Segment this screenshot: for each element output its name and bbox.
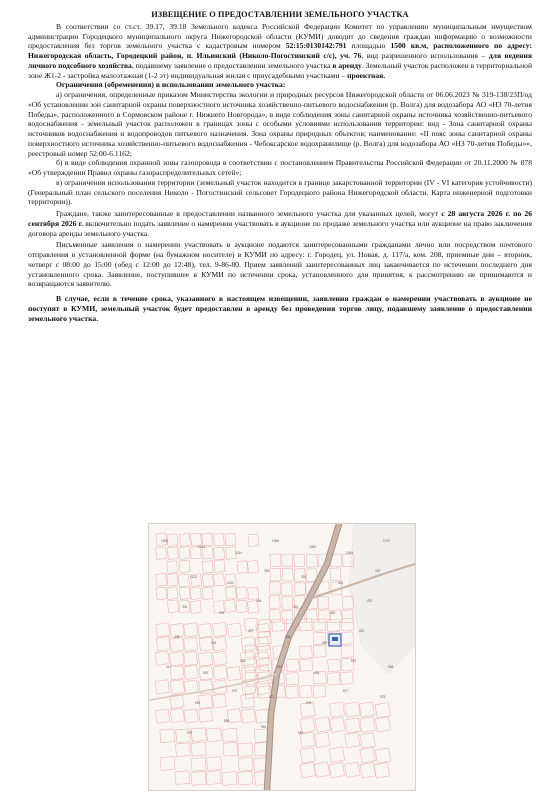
map-parcel-number: 1001 [198,545,206,549]
intro-paragraph: В соответствии со ст.ст. 39.17, 39.18 Земельного кодекса Российской Федерации Комитет по управлению муниципальным имуществом администрации Городецкого муниципального округа Нижегородской области (КУМИ) доводит до сведения граждан информацию о возможности предоставления без торгов земельного участка с кадастровым номером 52:15:0130142:791 площадью 1500 кв.м, расположенного по адресу: Нижегородская область, Городецкий район, п. Ильинский (Николо-Погостинский с/с), уч. 76, вид разрешенного использования – для ведения личного подсобного хозяйства, подавшему заявление о предоставлении земельного участка в аренду. Земельный участок расположен в территориальной зоне Ж1-2 - застройка малоэтажная (1-2 эт) индивидуальная жилая с приусадебными участками – проектная. [28,21,533,80]
map-parcel-number: 1060 [309,545,317,549]
map-parcel-number: 1056 [272,539,280,543]
map-parcel-number: 1064 [346,551,354,555]
map-parcel-number: 409 [322,641,328,645]
map-parcel-number: 572 [269,695,275,699]
cadastral-map [148,523,416,791]
map-parcel-number: 305 [219,611,225,615]
map-parcel-number: 306 [256,599,262,603]
map-parcel-number: 552 [240,659,246,663]
map-parcel-number: 579 [187,731,193,735]
map-parcel-number: 567 [351,659,357,663]
map-parcel-number: 576 [306,701,312,705]
map-parcel-number: 402 [330,611,336,615]
map-parcel-number: 303 [375,569,381,573]
lease-type: в аренду [332,60,362,70]
zone-status: проектная. [347,70,386,80]
map-parcel-number: 582 [298,731,304,735]
restrictions-heading: Ограничения (обременения) в использовании земельного участка: [56,80,286,90]
permitted-use: для ведения личного подсобного хозяйства [28,51,532,70]
map-parcel-number: 1152 [227,581,234,585]
map-parcel-number: 417 [166,665,172,669]
restriction-b: б) в виде соблюдения охранной зоны газопровода в соответствии с постановлением Правительства Российской Федерации от 20.11.2000 № 878 «Об утверждении Правил охраны газораспределительных сетей»; [28,158,532,177]
map-parcel-number: 408 [285,635,291,639]
map-parcel-number: 553 [277,665,283,669]
map-parcel-number: 577 [343,689,349,693]
map-parcel-number: 551 [203,671,209,675]
restriction-a: а) ограничения, определенные приказом Министерства экологии и природных ресурсов Нижегородской области от 06.06.2023 № 319-138/23П/од «Об установлении зон санитарной охраны поверхностного источника хозяйственно-питьевого водоснабжения (р. Волга) для водозабора АО «НЗ 70-летия Победы», расположенного в Сормовском районе г. Нижнего Новгорода», в виде соблюдения зоны санитарной охраны источника хозяйственно-питьевого водоснабжения - земельный участок расположен в границах зоны с особыми условиями использования территории: вид - Зона санитарной охраны источников водоснабжения и водопроводов питьевого назначения. Зона охраны природных объектов; наименование: «II пояс зоны санитарной охраны поверхностного источника хозяйственно-питьевого водоснабжения - Чебоксарское водохранилище (р. Волга) для водозабора АО «НЗ 70-летия Победы»», реестровый номер 52:00-6.1162; [28,90,532,158]
map-parcel-number: 1014 [235,551,243,555]
cadastral-number: 52:15:0130142:791 [285,41,347,51]
final-notice-paragraph: В случае, если в течение срока, указанного в настоящем извещении, заявления граждан о намерении участвовать в аукционе не поступят в КУМИ, земельный участок будет предоставлен в аренду без проведения торгов лицу, подавшему заявление о предоставлении земельного участка. [28,294,532,324]
map-parcel-number: 401 [293,605,299,609]
map-parcel-number: 570 [232,689,238,693]
parcel-area-address: 1500 кв.м, расположенного по адресу: Нижегородская область, Городецкий район, п. Ильинский (Николо-Погостинский с/с), уч. 76 [28,41,533,60]
map-parcel-number: 569 [195,701,201,705]
written-applications-paragraph: Письменные заявления о намерении участвовать в аукционе подаются заинтересованными гражданами лично или посредством почтового отправления в установленной форме (на бумажном носителе) в КУМИ по адресу: г. Городец, ул. Новая, д. 117/а, ком. 208, приемные дни – вторник, четверг с 08:00 до 15:00 (обед с 12:00 до 12:48), тел. 9-86-80. Прием заявлений заинтересованных лиц заканчивается по истечении последнего дня установленного срока. Заявление, поступившее в КУМИ по истечении срока, установленного для принятия, к рассмотрению не принимаются и возвращаются заявителю. [28,240,532,289]
cadastral-map-drawing [149,524,415,790]
map-parcel-number: 304 [182,605,188,609]
map-parcel-number: 554 [314,671,320,675]
map-parcel-number: 405 [174,635,180,639]
applications-paragraph: Граждане, также заинтересованные в предоставлении названного земельного участка для указанных целей, могут с 28 августа 2026 г. по 26 сентября 2026 г. включительно подать заявление о намерении участвовать в аукционе по продаже земельного участка или аукционе на право заключения договора аренды земельного участка. [28,209,532,238]
application-dates: с 28 августа 2026 г. по 26 сентября 2026 г. [28,209,532,228]
map-parcel-number: 1000 [161,539,169,543]
map-parcel-number: 406 [211,641,217,645]
map-parcel-number: 578 [380,695,386,699]
map-parcel-number: 301 [301,575,307,579]
map-parcel-number: 1070 [383,539,391,543]
subject-parcel-building [332,637,338,641]
map-parcel-number: 300 [264,569,270,573]
map-parcel-number: 1122 [190,575,197,579]
restriction-c: в) ограничения использования территории (земельный участок находится в границе закарстованной территории (IV - VI категория устойчивости) (Генеральный план сельского поселения Николо - Погостинский сельсовет Городецкого района Нижегородской области. Карта инженерной подготовки территории)). [28,177,532,207]
map-parcel-number: 580 [224,719,230,723]
map-parcel-number: 581 [261,725,267,729]
map-parcel-number: 403 [367,599,373,603]
notice-body [28,10,532,325]
notice-title: ИЗВЕЩЕНИЕ О ПРЕДОСТАВЛЕНИИ ЗЕМЕЛЬНОГО УЧАСТКА [151,10,409,19]
map-parcel-number: 302 [338,581,344,585]
map-parcel-number: 568 [388,665,394,669]
map-parcel-number: 410 [359,629,365,633]
map-parcel-number: 407 [248,629,254,633]
